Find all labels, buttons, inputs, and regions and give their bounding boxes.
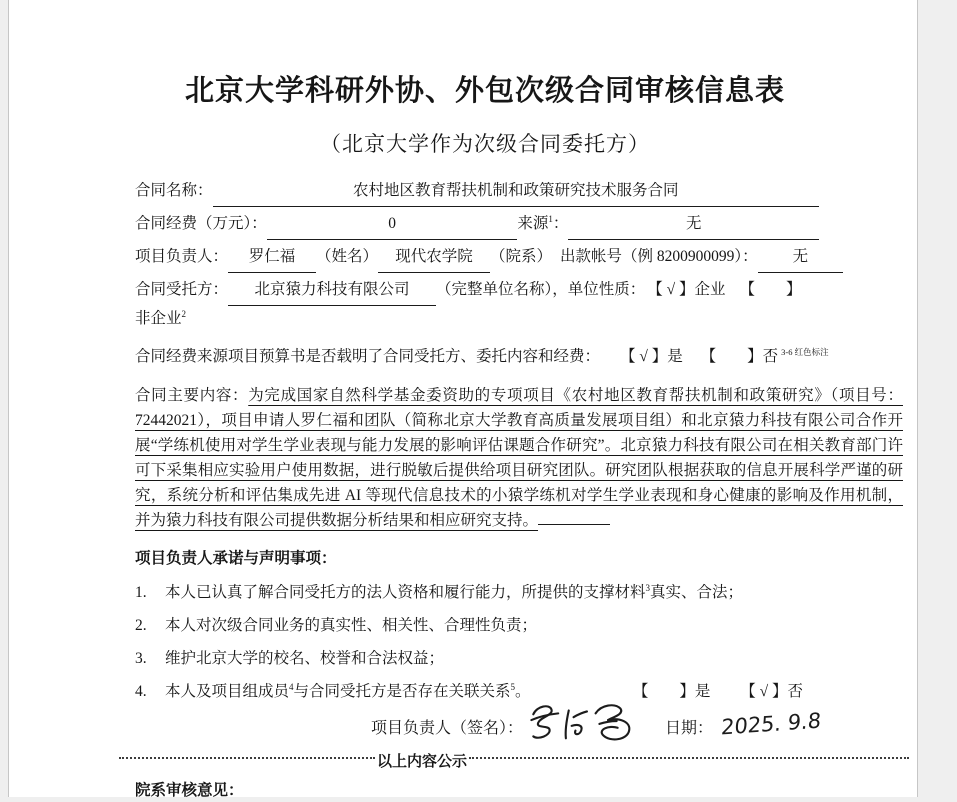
unit-type-enterprise-checkbox: 【 √ 】企业 bbox=[647, 281, 726, 298]
relation-boxes bbox=[633, 681, 803, 702]
trustee-hint: （完整单位名称），单位性质： bbox=[436, 281, 646, 298]
form-title: 北京大学科研外协、外包次级合同审核信息表 bbox=[184, 75, 785, 107]
date-label: 日期： bbox=[665, 719, 714, 737]
dotted-line-right bbox=[469, 757, 909, 759]
contract-name-value: 农村地区教育帮扶机制和政策研究技术服务合同 bbox=[213, 176, 819, 207]
account-value: 无 bbox=[758, 242, 843, 273]
budget-question-text: 合同经费来源项目预算书是否载明了合同受托方、委托内容和经费： bbox=[135, 348, 601, 366]
footnote-1: 1 bbox=[548, 213, 553, 224]
budget-yes-checkbox: 【 √ 】是 bbox=[620, 348, 683, 366]
signature-row bbox=[371, 706, 903, 746]
form-fields bbox=[135, 176, 903, 533]
funding-amount-value: 0 bbox=[267, 209, 518, 240]
declaration-item-1 bbox=[135, 582, 903, 603]
contract-name-row bbox=[135, 176, 819, 207]
budget-question-row bbox=[135, 337, 903, 372]
footnote-3: 3 bbox=[645, 583, 651, 593]
declaration-heading: 项目负责人承诺与声明事项： bbox=[135, 550, 337, 568]
funding-label: 合同经费（万元）： bbox=[135, 215, 267, 232]
trustee-value: 北京猿力科技有限公司 bbox=[228, 275, 436, 306]
funding-source-value: 无 bbox=[568, 209, 819, 240]
item-number: 3. bbox=[135, 650, 147, 668]
funding-row bbox=[135, 209, 819, 240]
trustee-label: 合同受托方： bbox=[135, 281, 229, 298]
contract-name-label: 合同名称： bbox=[135, 182, 213, 199]
account-label: 出款帐号（例 8200900099）： bbox=[560, 248, 758, 265]
trustee-row bbox=[135, 275, 903, 306]
funding-source-label: 来源$^1$： bbox=[517, 213, 569, 232]
unit-type-non-enterprise-checkbox: 【 】 bbox=[739, 281, 802, 298]
relation-yes-checkbox: 【 】是 bbox=[632, 683, 711, 701]
non-enterprise-label: 非企业 bbox=[135, 310, 182, 327]
blank-underline bbox=[538, 511, 610, 525]
declaration-item-2 bbox=[135, 615, 903, 636]
red-annotation-note: 3-6 红色标注 bbox=[781, 347, 829, 357]
leader-label: 项目负责人： bbox=[135, 248, 229, 265]
budget-no-checkbox: 【 】否 bbox=[700, 348, 779, 366]
date-handwriting: 2025. 9.8 bbox=[720, 708, 822, 740]
leader-dept-hint: （院系） bbox=[490, 248, 553, 265]
footnote-4: 4 bbox=[289, 682, 294, 692]
relation-no-checkbox: 【 √ 】否 bbox=[740, 683, 803, 701]
item-text: 本人已认真了解合同受托方的法人资格和履行能力，所提供的支撑材料$^3$真实、合法； bbox=[165, 583, 744, 602]
publicity-divider bbox=[119, 750, 909, 771]
main-content-text: 为完成国家自然科学基金委资助的专项项目《农村地区教育帮扶机制和政策研究》（项目号：72442021），项目申请人罗仁福和团队（简称北京大学教育高质量发展项目组）和北京猿力科技有限公司合作开展“学练机使用对学生学业表现与能力发展的影响评估课题合作研究”。北京猿力科技有限公司在相关教育部门许可下采集相应实验用户使用数据，进行脱敏后提供给项目研究团队。研究团队根据获取的信息开展科学严谨的研究，系统分析和评估集成先进 AI 等现代信息技术的小猿学练机对学生学业表现和身心健康的影响及作用机制，并为猿力科技有限公司提供数据分析结果和相应研究支持。 bbox=[135, 387, 903, 530]
declaration-item-3 bbox=[135, 648, 903, 669]
item-text: 维护北京大学的校名、校誉和合法权益； bbox=[165, 650, 445, 668]
budget-question-boxes bbox=[620, 337, 829, 372]
item-text: 本人及项目组成员$^4$与合同受托方是否存在关联关系$^5$。 bbox=[165, 682, 531, 701]
footnote-5: 5 bbox=[510, 682, 516, 692]
item-number: 2. bbox=[135, 617, 147, 635]
item-number: 4. bbox=[135, 683, 147, 701]
pi-signature-handwriting bbox=[527, 699, 645, 745]
main-content-label: 合同主要内容： bbox=[135, 387, 249, 405]
dotted-line-left bbox=[119, 757, 375, 759]
department-review-heading: 院系审核意见： bbox=[135, 782, 244, 800]
form-subtitle: （北京大学作为次级合同委托方） bbox=[320, 132, 650, 156]
leader-name-value: 罗仁福 bbox=[228, 242, 316, 273]
leader-row bbox=[135, 242, 843, 273]
leader-dept-value: 现代农学院 bbox=[378, 242, 490, 273]
main-content-paragraph bbox=[135, 383, 903, 533]
declaration-item-4 bbox=[135, 681, 903, 702]
publicity-label: 以上内容公示 bbox=[377, 754, 468, 771]
item-text: 本人对次级合同业务的真实性、相关性、合理性负责； bbox=[165, 617, 538, 635]
item-number: 1. bbox=[135, 584, 147, 602]
leader-name-hint: （姓名） bbox=[316, 248, 379, 265]
trustee-row-wrap bbox=[135, 306, 903, 331]
document-page bbox=[8, 0, 918, 800]
footnote-2: 2 bbox=[181, 308, 187, 319]
signature-label: 项目负责人（签名）： bbox=[371, 719, 524, 737]
